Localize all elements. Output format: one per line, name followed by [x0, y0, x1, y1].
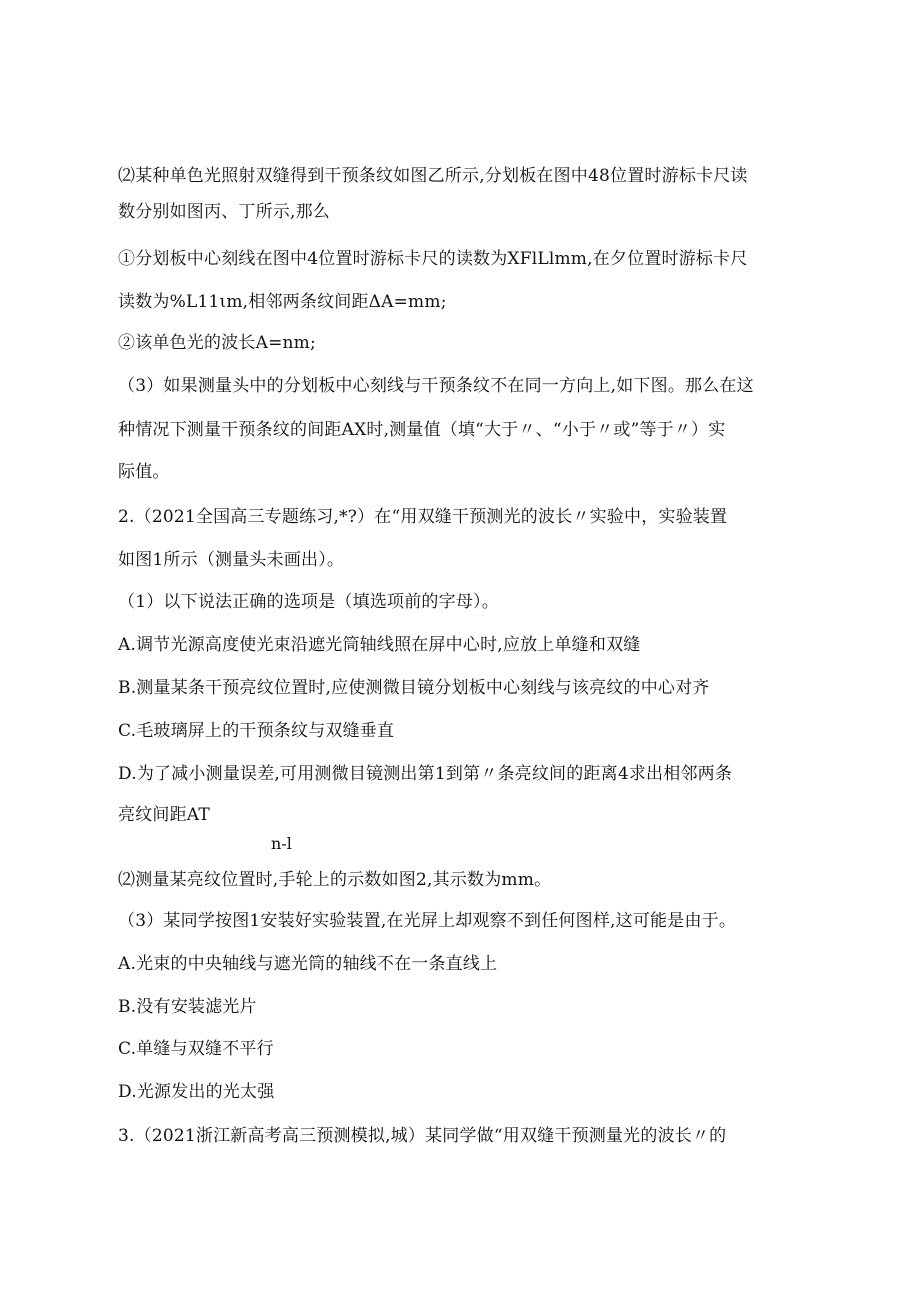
text-line-8: 际值。: [118, 462, 170, 482]
text-line-4: 读数为%L11ιm,相邻两条纹间距ΔA=mm;: [118, 292, 447, 312]
text-line-10: 如图1所示（测量头未画出）。: [118, 550, 345, 570]
text-line-3: ①分划板中心刻线在图中4位置时游标卡尺的读数为XFlLlmm,在夕位置时游标卡尺: [118, 249, 748, 269]
text-line-18: ⑵测量某亮纹位置时,手轮上的示数如图2,其示数为mm。: [118, 870, 552, 890]
option-a: A.调节光源高度使光束沿遮光筒轴线照在屏中心时,应放上单缝和双缝: [118, 635, 641, 655]
text-line-6: （3）如果测量头中的分划板中心刻线与干预条纹不在同一方向上,如下图。那么在这: [118, 376, 754, 396]
text-line-11: （1）以下说法正确的选项是（填选项前的字母）。: [118, 592, 499, 612]
option-d: D.为了减小测量误差,可用测微目镜测出第1到第〃条亮纹间的距离4求出相邻两条: [118, 764, 733, 784]
option-b-2: B.没有安装滤光片: [118, 997, 257, 1017]
text-line-16: 亮纹间距AT: [118, 805, 210, 825]
option-b: B.测量某条干预亮纹位置时,应使测微目镜分划板中心刻线与该亮纹的中心对齐: [118, 678, 710, 698]
text-line-5: ②该单色光的波长A=nm;: [118, 333, 316, 353]
question-3-heading: 3.（2021浙江新高考高三预测模拟,城）某同学做“用双缝干预测量光的波长〃的: [118, 1126, 727, 1146]
text-line-7: 种情况下测量干预条纹的间距AX时,测量值（填“大于〃、“小于〃或”等于〃）实: [118, 420, 726, 440]
question-2-heading: 2.（2021全国高三专题练习,*?）在“用双缝干预测光的波长〃实验中，实验装置: [118, 507, 728, 527]
text-line-1: ⑵某种单色光照射双缝得到干预条纹如图乙所示,分划板在图中48位置时游标卡尺读: [118, 166, 748, 186]
text-line-19: （3）某同学按图1安装好实验装置,在光屏上却观察不到任何图样,这可能是由于。: [118, 911, 737, 931]
option-a-2: A.光束的中央轴线与遮光筒的轴线不在一条直线上: [118, 954, 498, 974]
option-d-2: D.光源发出的光太强: [118, 1082, 275, 1102]
fraction-denominator: n-l: [271, 834, 292, 853]
text-line-2: 数分别如图丙、丁所示,那么: [118, 202, 331, 222]
option-c-2: C.单缝与双缝不平行: [118, 1039, 274, 1059]
option-c: C.毛玻璃屏上的干预条纹与双缝垂直: [118, 721, 395, 741]
